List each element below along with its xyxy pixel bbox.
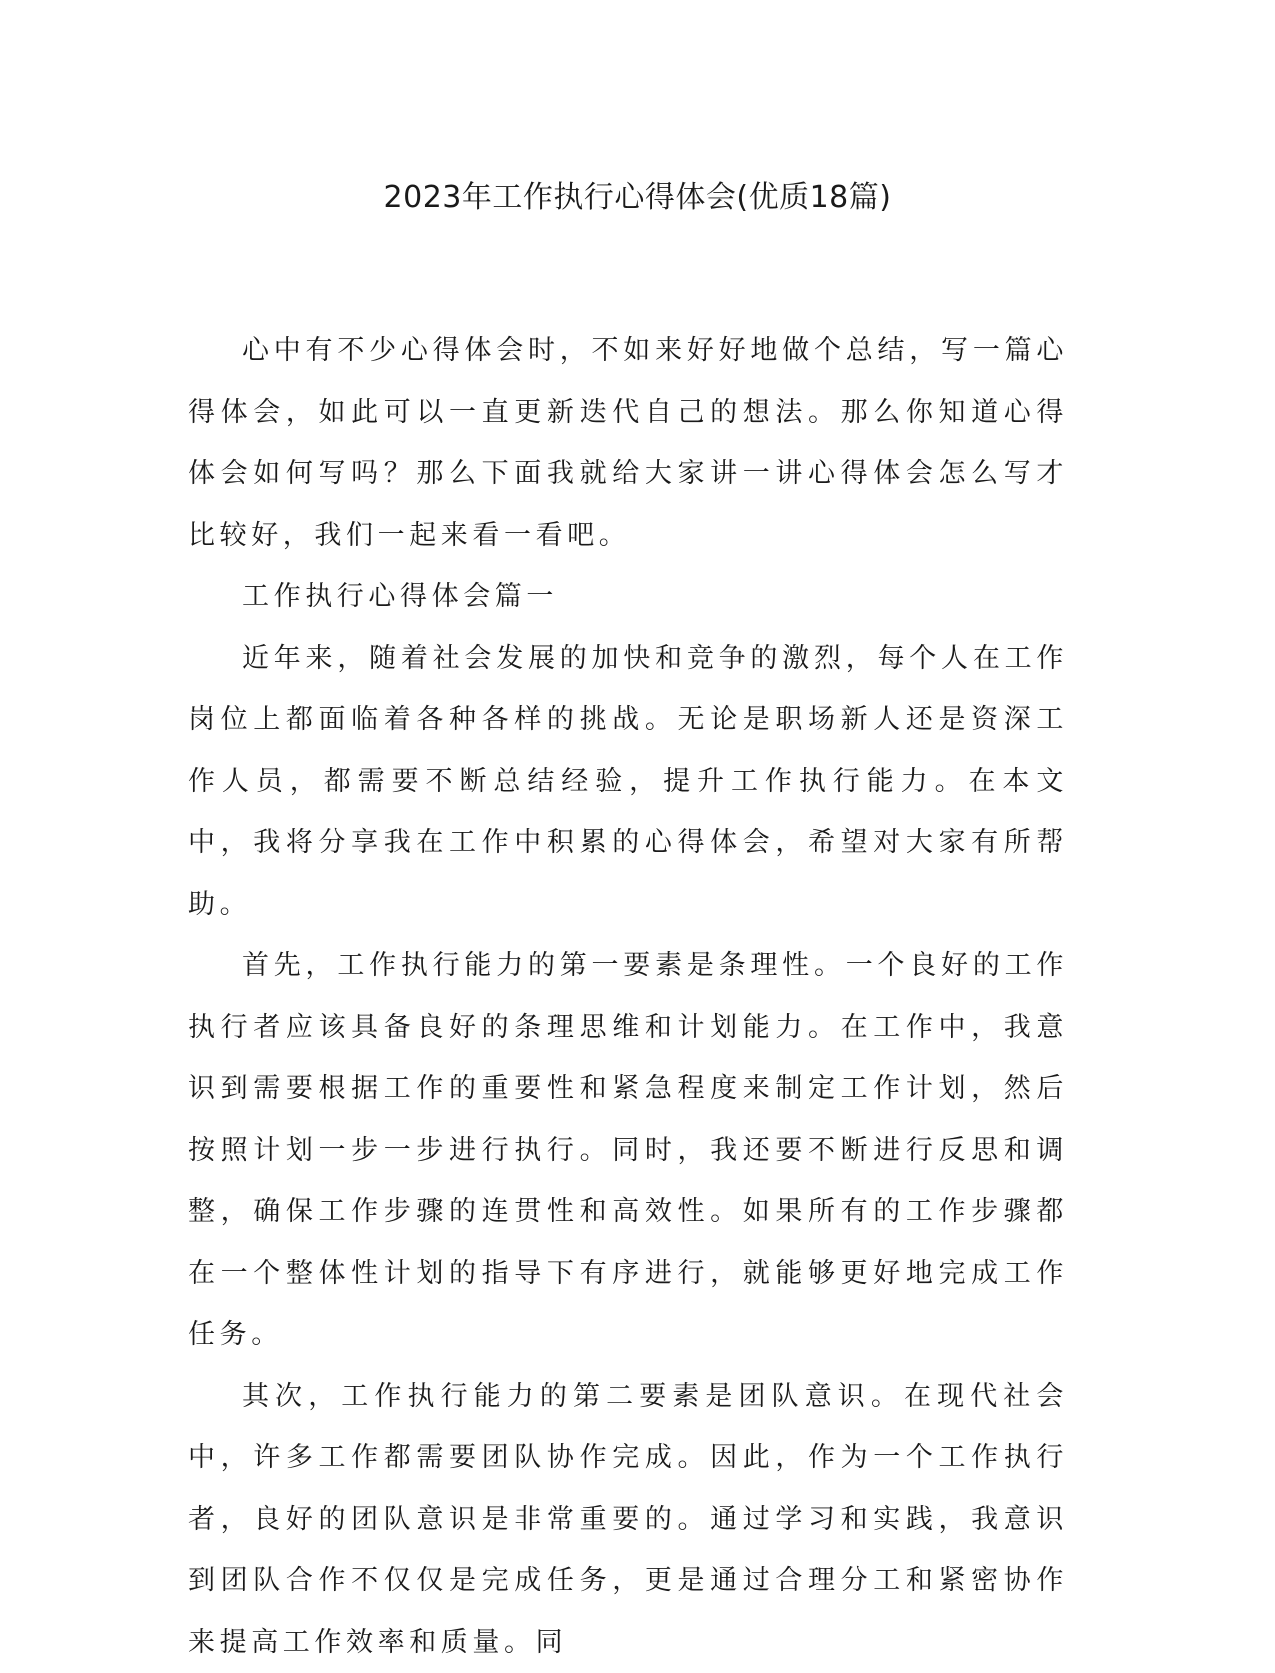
section-heading: 工作执行心得体会篇一 xyxy=(188,566,1068,628)
document-body xyxy=(188,320,1068,1673)
body-paragraph: 其次，工作执行能力的第二要素是团队意识。在现代社会中，许多工作都需要团队协作完成。因此，作为一个工作执行者，良好的团队意识是非常重要的。通过学习和实践，我意识到团队合作不仅仅是完成任务，更是通过合理分工和紧密协作来提高工作效率和质量。同 xyxy=(188,1366,1068,1673)
document-title: 2023年工作执行心得体会(优质18篇) xyxy=(0,178,1275,218)
body-paragraph: 首先，工作执行能力的第一要素是条理性。一个良好的工作执行者应该具备良好的条理思维和计划能力。在工作中，我意识到需要根据工作的重要性和紧急程度来制定工作计划，然后按照计划一步一步进行执行。同时，我还要不断进行反思和调整，确保工作步骤的连贯性和高效性。如果所有的工作步骤都在一个整体性计划的指导下有序进行，就能够更好地完成工作任务。 xyxy=(188,935,1068,1366)
body-paragraph: 近年来，随着社会发展的加快和竞争的激烈，每个人在工作岗位上都面临着各种各样的挑战。无论是职场新人还是资深工作人员，都需要不断总结经验，提升工作执行能力。在本文中，我将分享我在工作中积累的心得体会，希望对大家有所帮助。 xyxy=(188,628,1068,936)
intro-paragraph: 心中有不少心得体会时，不如来好好地做个总结，写一篇心得体会，如此可以一直更新迭代自己的想法。那么你知道心得体会如何写吗？那么下面我就给大家讲一讲心得体会怎么写才比较好，我们一起来看一看吧。 xyxy=(188,320,1068,566)
